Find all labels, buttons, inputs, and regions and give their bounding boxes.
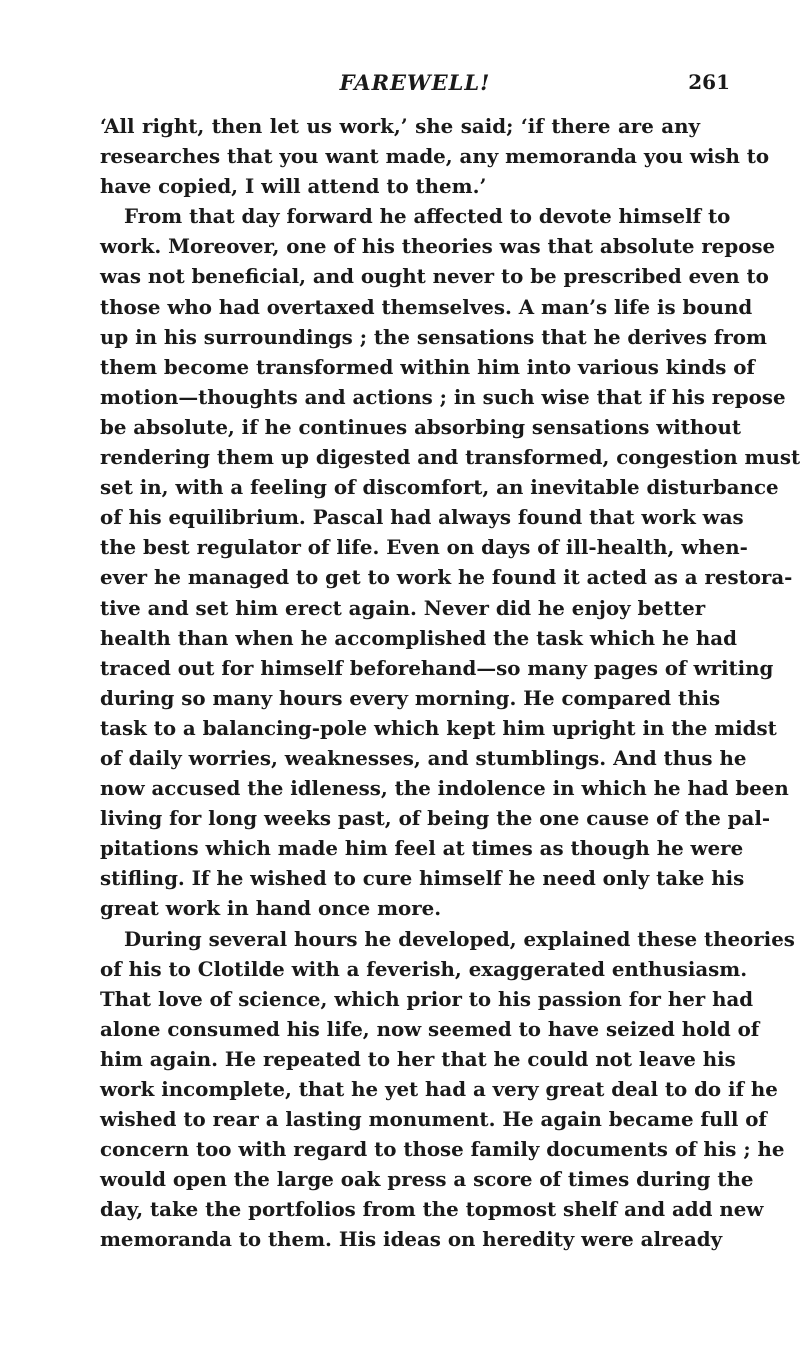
text-line: would open the large oak press a score of times during the [100,1167,754,1192]
text-line: task to a balancing-pole which kept him upright in the midst [100,715,777,740]
text-line: work. Moreover, one of his theories was that absolute repose [100,234,776,259]
running-title: FAREWELL! [339,70,491,95]
text-line: be absolute, if he continues absorbing sensations without [100,414,742,439]
text-line: researches that you want made, any memoranda you wish to [100,144,770,169]
page-number: 261 [688,70,730,94]
text-line: ever he managed to get to work he found it acted as a restora- [100,565,793,590]
text-line: the best regulator of life. Even on days of ill-health, when- [100,535,748,560]
body-text [100,111,800,1255]
text-line: of daily worries, weaknesses, and stumblings. And thus he [100,745,747,770]
text-line: of his equilibrium. Pascal had always found that work was [100,505,744,530]
text-line: memoranda to them. His ideas on heredity were already [100,1227,723,1252]
text-line: day, take the portfolios from the topmost shelf and add new [100,1197,764,1222]
text-line: During several hours he developed, explained these theories [124,926,795,951]
text-line: up in his surroundings ; the sensations that he derives from [100,324,767,349]
text-line: alone consumed his life, now seemed to have seized hold of [100,1016,760,1041]
text-line: living for long weeks past, of being the one cause of the pal- [100,806,771,831]
text-line: rendering them up digested and transformed, congestion must [100,445,800,470]
text-line: health than when he accomplished the task which he had [100,625,737,650]
page-header [100,70,730,100]
text-line: was not beneficial, and ought never to be prescribed even to [100,264,769,289]
text-line: during so many hours every morning. He compared this [100,685,721,710]
text-line: work incomplete, that he yet had a very great deal to do if he [100,1077,778,1101]
text-line: pitations which made him feel at times as though he were [100,836,744,861]
text-line: traced out for himself beforehand—so many pages of writing [100,655,774,680]
text-line: those who had overtaxed themselves. A man’s life is bound [100,294,753,319]
text-line: From that day forward he affected to devote himself to [124,204,731,229]
text-line: now accused the idleness, the indolence in which he had been [100,776,789,801]
text-line: wished to rear a lasting monument. He again became full of [100,1107,767,1132]
text-line: stifling. If he wished to cure himself he need only take his [100,866,745,891]
text-line: tive and set him erect again. Never did he enjoy better [100,595,706,620]
text-line: him again. He repeated to her that he could not leave his [100,1046,736,1071]
text-line: of his to Clotilde with a feverish, exaggerated enthusiasm. [100,956,748,981]
text-line: ‘All right, then let us work,’ she said; ‘if there are any [100,114,700,138]
text-line: motion—thoughts and actions ; in such wise that if his repose [100,384,786,409]
text-line: concern too with regard to those family documents of his ; he [100,1137,785,1162]
text-line: That love of science, which prior to his passion for her had [100,986,754,1011]
text-line: have copied, I will attend to them.’ [100,174,487,199]
text-line: set in, with a feeling of discomfort, an inevitable disturbance [100,475,779,500]
text-line: great work in hand once more. [100,896,442,921]
text-line: them become transformed within him into various kinds of [100,354,755,379]
